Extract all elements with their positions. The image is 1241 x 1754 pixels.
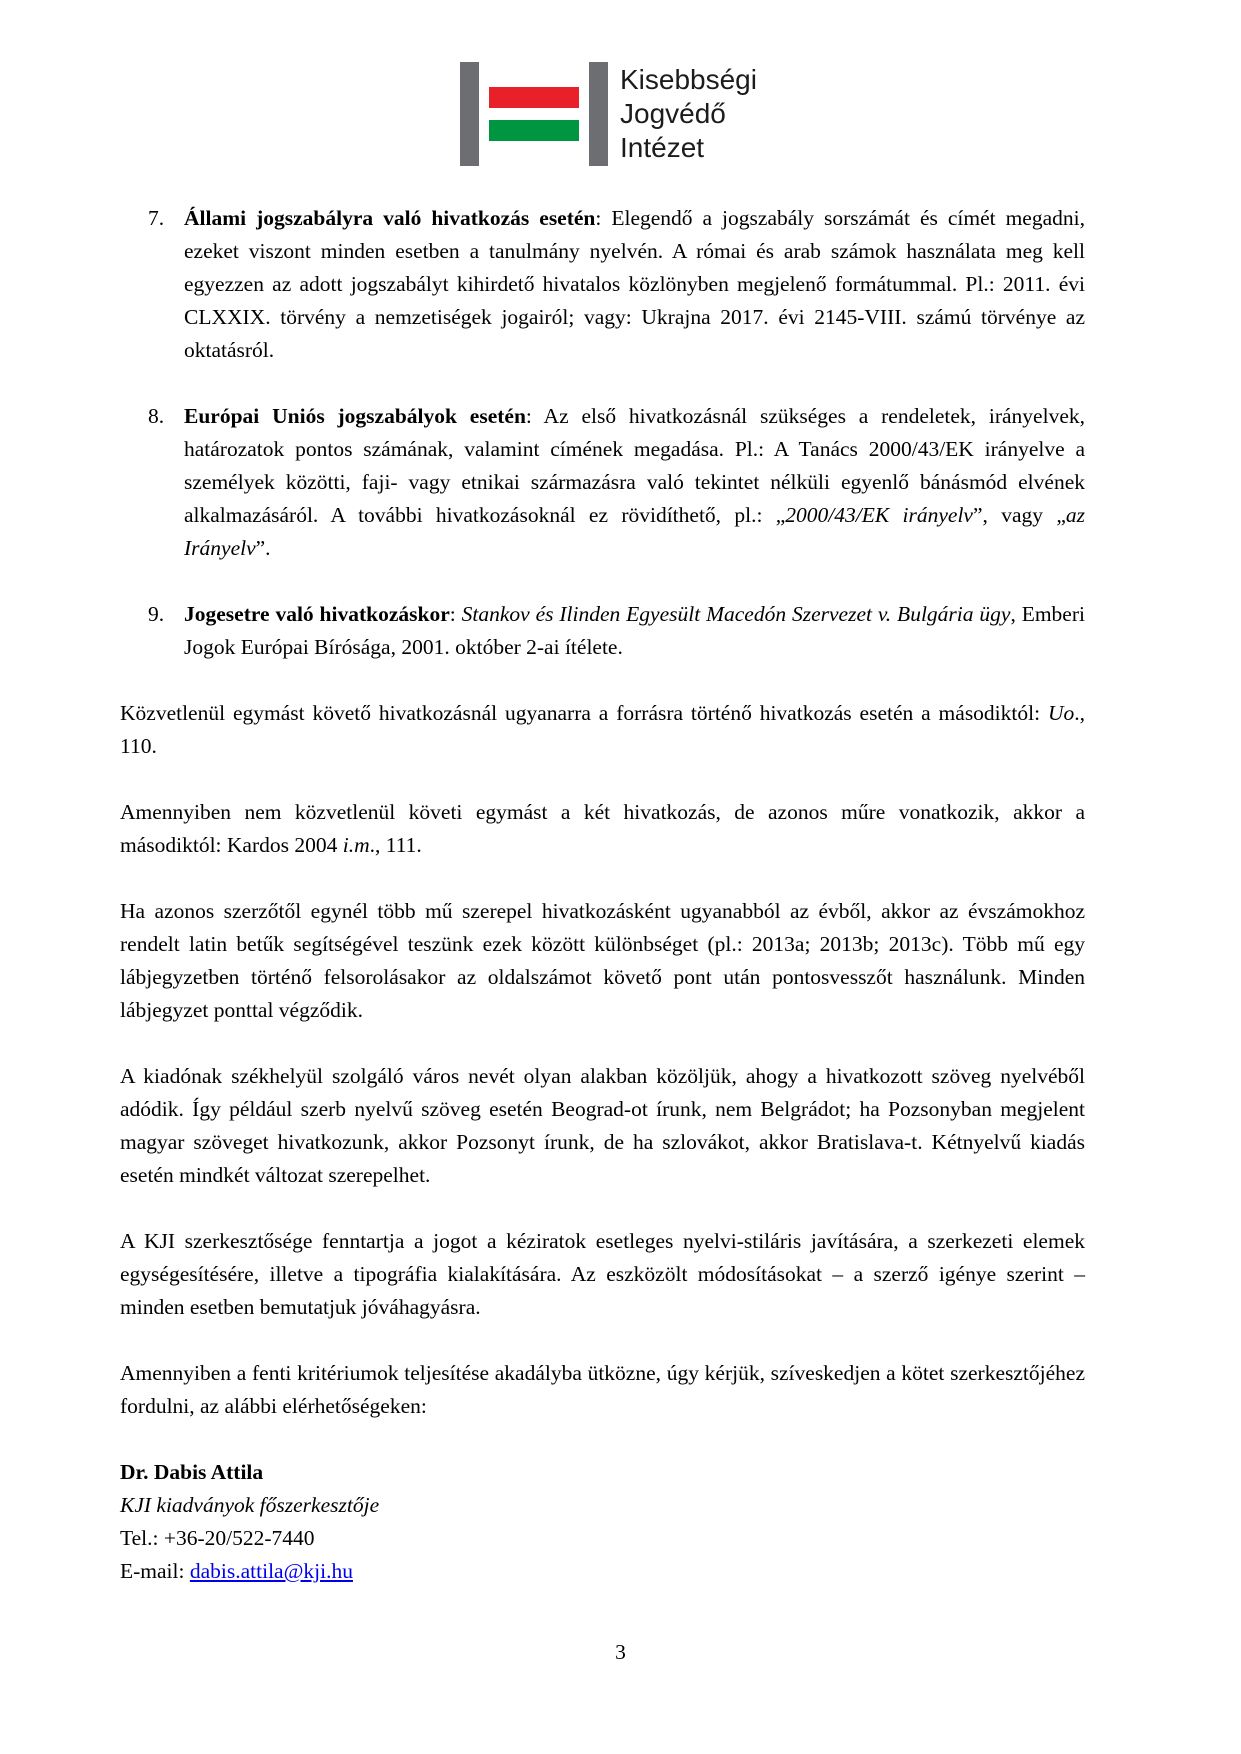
text-segment: Uo xyxy=(1047,701,1075,725)
text-segment: Közvetlenül egymást követő hivatkozásnál ugyanarra a forrásra történő hivatkozás esetén a másodiktól: xyxy=(120,701,1048,725)
logo-pillar-left xyxy=(460,62,479,166)
list-item-text xyxy=(184,400,1085,565)
org-name-line-3: Intézet xyxy=(620,132,705,163)
text-segment: ”, vagy „ xyxy=(972,503,1066,527)
text-segment: Stankov és Ilinden Egyesült Macedón Szervezet v. Bulgária ügy xyxy=(461,602,1011,626)
list-item-text xyxy=(184,598,1085,664)
list-item-9 xyxy=(148,598,1085,664)
list-item-number: 9. xyxy=(148,602,165,626)
paragraph-same-author-same-year xyxy=(120,895,1085,1027)
contact-role: KJI kiadványok főszerkesztője xyxy=(120,1493,380,1517)
flag-red-bar xyxy=(489,87,579,108)
list-item-text xyxy=(184,202,1085,367)
page-number: 3 xyxy=(615,1640,626,1664)
paragraph-contact-intro xyxy=(120,1357,1085,1423)
contact-name: Dr. Dabis Attila xyxy=(120,1460,264,1484)
text-segment: : Elegendő a jogszabály sorszámát és címét megadni, ezeket viszont minden esetben a tanulmány nyelvén. A római és arab számok használata meg kell egyezzen az adott jogszabályt kihirdető hivatalos közlönyben megjelenő formátummal. Pl.: 2011. évi CLXXIX. törvény a nemzetiségek jogairól; vagy: Ukrajna 2017. évi 2145-VIII. számú törvénye az oktatásról. xyxy=(184,206,1085,362)
contact-block xyxy=(120,1456,1085,1588)
text-segment: Jogesetre való hivatkozáskor xyxy=(184,602,450,626)
list-item-number: 8. xyxy=(148,404,165,428)
phone-value: +36-20/522-7440 xyxy=(163,1526,315,1550)
logo-pillar-right xyxy=(589,62,608,166)
flag-green-bar xyxy=(489,120,579,141)
contact-email xyxy=(120,1555,1085,1588)
contact-phone xyxy=(120,1522,1085,1555)
text-segment: az Irányelv xyxy=(184,503,1085,560)
text-segment: Állami jogszabályra való hivatkozás esetén xyxy=(184,206,596,230)
paragraph-consecutive-citation xyxy=(120,697,1085,763)
text-segment: 2000/43/EK irányelv xyxy=(785,503,973,527)
text-segment: ., 111. xyxy=(369,833,422,857)
text-segment: Amennyiben a fenti kritériumok teljesítése akadályba ütközne, úgy kérjük, szíveskedjen a kötet szerkesztőjéhez fordulni, az alábbi elérhetőségeken: xyxy=(120,1361,1085,1418)
text-segment: A KJI szerkesztősége fenntartja a jogot a kéziratok esetleges nyelvi-stiláris javítására, a szerkezeti elemek egységesítésére, illetve a tipográfia kialakítására. Az eszközölt módosításokat – a szerző igénye szerint – minden esetben bemutatjuk jóváhagyásra. xyxy=(120,1229,1085,1319)
list-item-8 xyxy=(148,400,1085,565)
text-segment: i.m xyxy=(342,833,370,857)
phone-label: Tel.: xyxy=(120,1526,164,1550)
contact-email-link[interactable]: dabis.attila@kji.hu xyxy=(189,1559,353,1583)
text-segment: : Az első hivatkozásnál szükséges a rendeletek, irányelvek, határozatok pontos számának, valamint címének megadása. Pl.: A Tanács 2000/43/EK irányelve a személyek közötti, faji- vagy etnikai származásra való tekintet nélküli egyenlő bánásmód elvének alkalmazásáról. A további hivatkozásoknál ez rövidíthető, pl.: „ xyxy=(184,404,1085,527)
paragraph-editorial-rights xyxy=(120,1225,1085,1324)
text-segment: Amennyiben nem közvetlenül követi egymást a két hivatkozás, de azonos műre vonatkozik, akkor a másodiktól: Kardos 2004 xyxy=(120,800,1085,857)
page-footer xyxy=(0,1636,1241,1669)
kji-logo-mark-icon xyxy=(460,62,608,166)
text-segment: ., 110. xyxy=(120,701,1085,758)
org-name-line-2: Jogvédő xyxy=(620,98,726,129)
org-name xyxy=(620,62,757,166)
text-segment: , Emberi Jogok Európai Bírósága, 2001. október 2-ai ítélete. xyxy=(184,602,1085,659)
text-segment: A kiadónak székhelyül szolgáló város nevét olyan alakban közöljük, ahogy a hivatkozott szöveg nyelvéből adódik. Így például szerb nyelvű szöveg esetén Beograd-ot írunk, nem Belgrádot; ha Pozsonyban megjelent magyar szöveget hivatkozunk, akkor Pozsonyt írunk, de ha szlovákot, akkor Bratislava-t. Kétnyelvű kiadás esetén mindkét változat szerepelhet. xyxy=(120,1064,1085,1187)
list-item-number: 7. xyxy=(148,206,165,230)
text-segment: Európai Uniós jogszabályok esetén xyxy=(184,404,526,428)
hungarian-flag-bars-icon xyxy=(489,87,579,141)
text-segment: ”. xyxy=(255,536,271,560)
email-label: E-mail: xyxy=(120,1559,190,1583)
text-segment: : xyxy=(449,602,462,626)
list-item-7 xyxy=(148,202,1085,367)
kji-logo xyxy=(460,62,1085,166)
paragraph-nonconsecutive-citation xyxy=(120,796,1085,862)
text-segment: Ha azonos szerzőtől egynél több mű szerepel hivatkozásként ugyanabból az évből, akkor az évszámokhoz rendelt latin betűk segítségével teszünk ezek között különbséget (pl.: 2013a; 2013b; 2013c). Több mű egy lábjegyzetben történő felsorolásakor az oldalszámot követő pont után pontosvesszőt használunk. Minden lábjegyzet ponttal végződik. xyxy=(120,899,1085,1022)
paragraph-publisher-city-names xyxy=(120,1060,1085,1192)
org-name-line-1: Kisebbségi xyxy=(620,64,757,95)
